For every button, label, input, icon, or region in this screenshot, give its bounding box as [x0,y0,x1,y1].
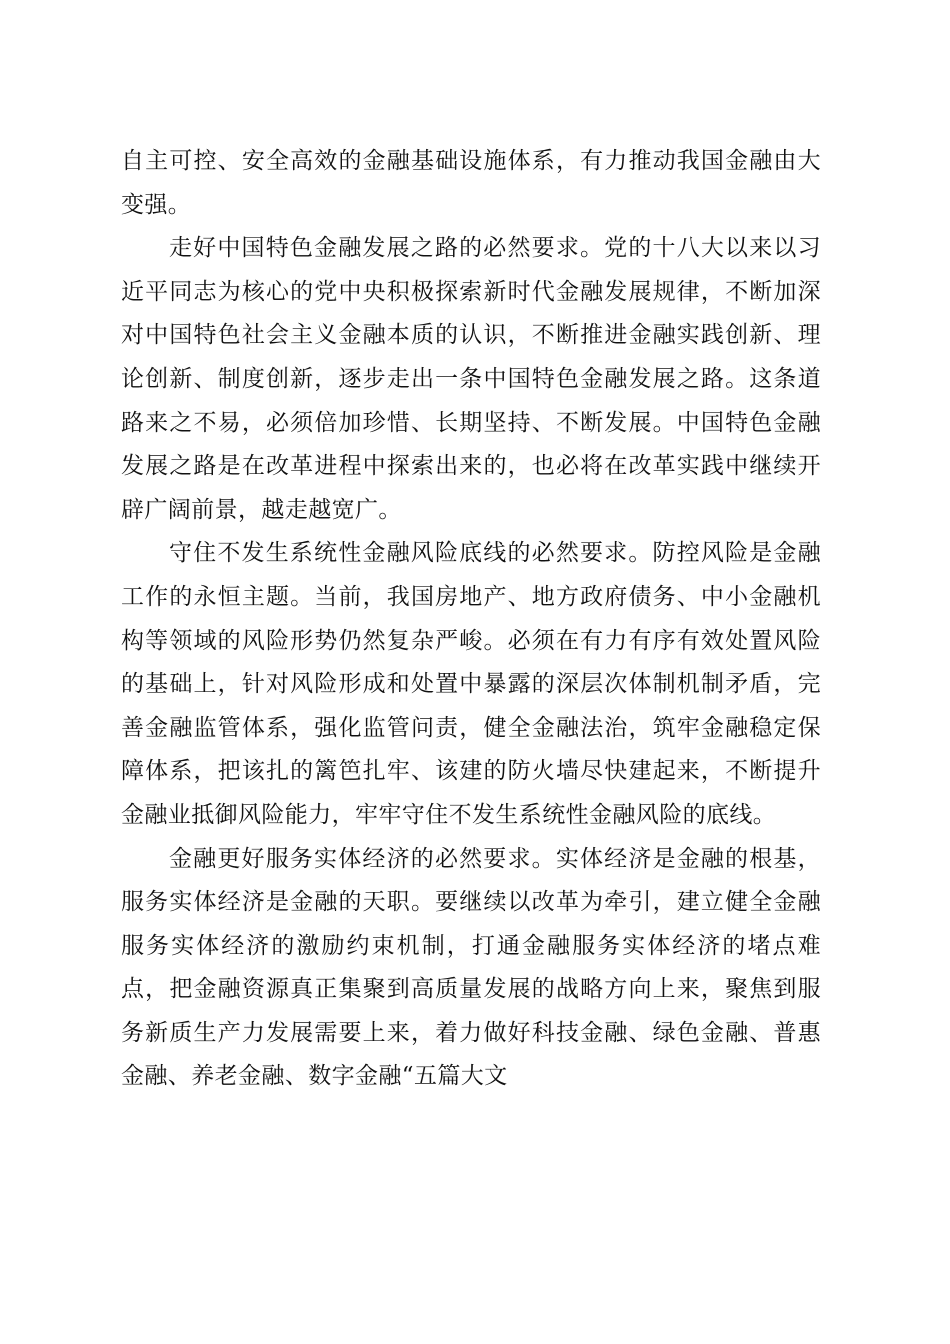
paragraph-continuation: 自主可控、安全高效的金融基础设施体系，有力推动我国金融由大变强。 [121,148,821,218]
document-body [121,140,821,1099]
paragraph-risk-bottom-line: 守住不发生系统性金融风险底线的必然要求。防控风险是金融工作的永恒主题。当前，我国房地产、地方政府债务、中小金融机构等领域的风险形势仍然复杂严峻。必须在有力有序有效处置风险的基础上，针对风险形成和处置中暴露的深层次体制机制矛盾，完善金融监管体系，强化监管问责，健全金融法治，筑牢金融稳定保障体系，把该扎的篱笆扎牢、该建的防火墙尽快建起来，不断提升金融业抵御风险能力，牢牢守住不发生系统性金融风险的底线。 [121,540,821,828]
paragraph-real-economy: 金融更好服务实体经济的必然要求。实体经济是金融的根基，服务实体经济是金融的天职。要继续以改革为牵引，建立健全金融服务实体经济的激励约束机制，打通金融服务实体经济的堵点难点，把金融资源真正集聚到高质量发展的战略方向上来，聚焦到服务新质生产力发展需要上来，着力做好科技金融、绿色金融、普惠金融、养老金融、数字金融“五篇大文 [121,845,821,1090]
paragraph-chinese-path: 走好中国特色金融发展之路的必然要求。党的十八大以来以习近平同志为核心的党中央积极探索新时代金融发展规律，不断加深对中国特色社会主义金融本质的认识，不断推进金融实践创新、理论创新、制度创新，逐步走出一条中国特色金融发展之路。这条道路来之不易，必须倍加珍惜、长期坚持、不断发展。中国特色金融发展之路是在改革进程中探索出来的，也必将在改革实践中继续开辟广阔前景，越走越宽广。 [121,235,821,523]
